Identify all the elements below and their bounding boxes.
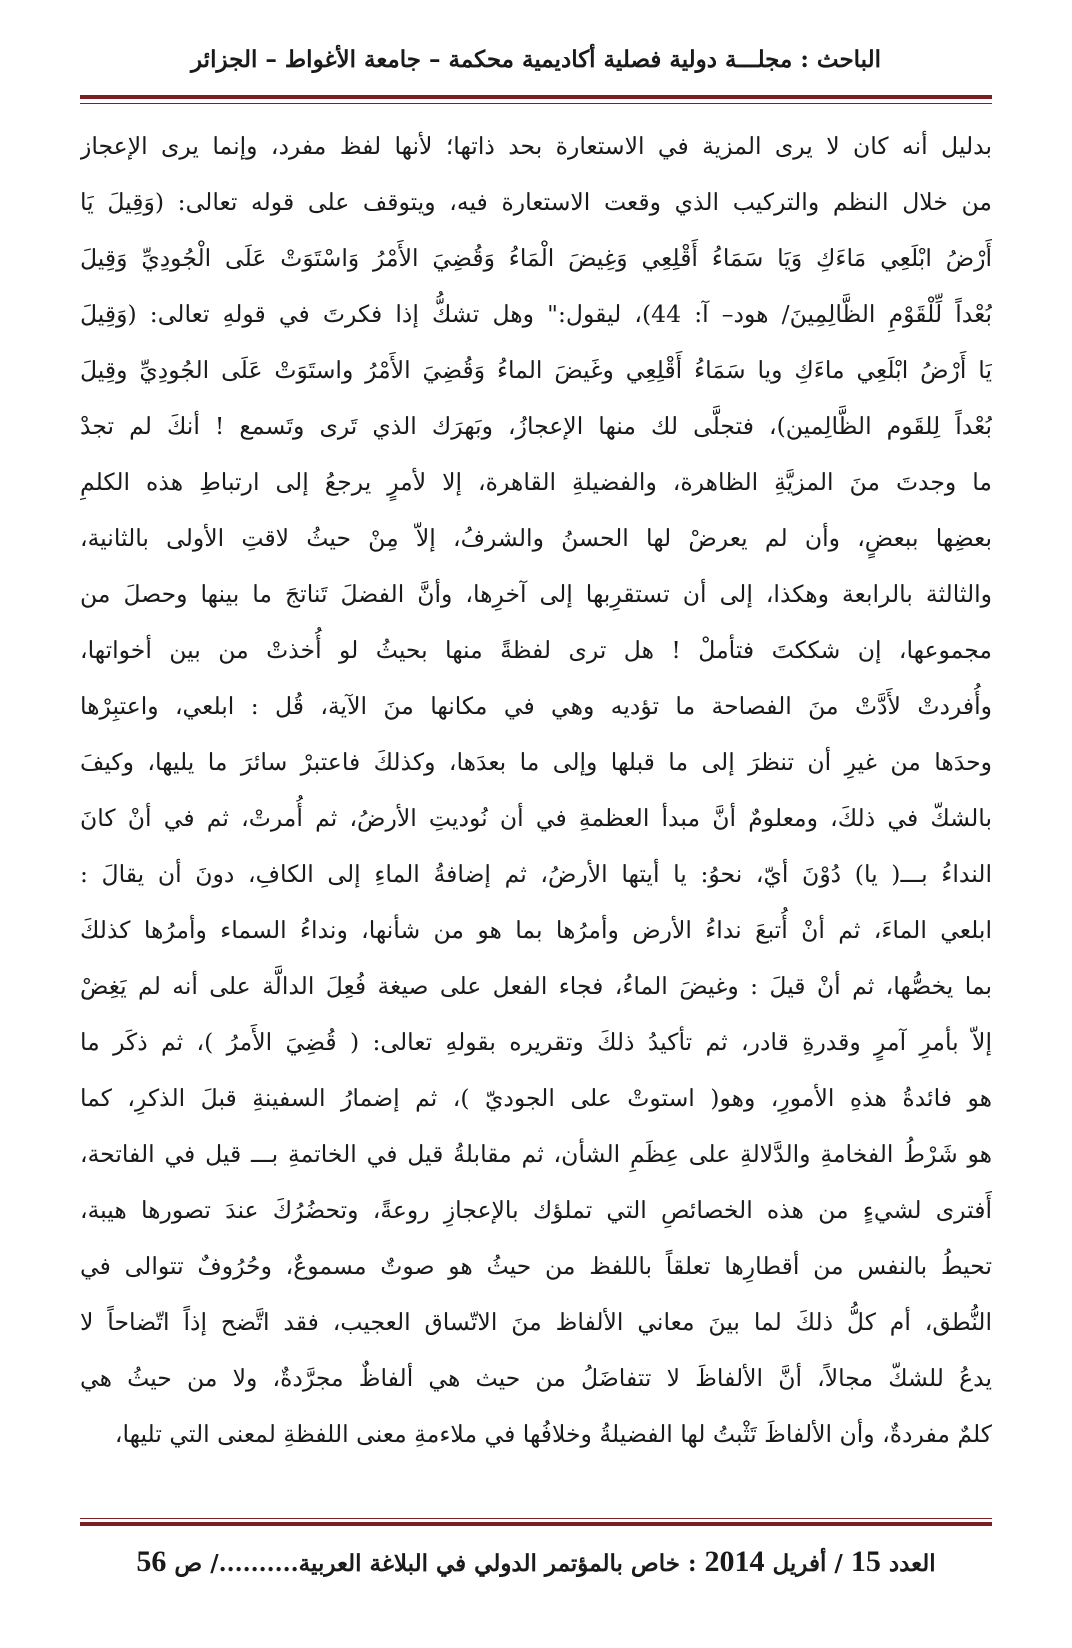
issue-description: : خاص بالمؤتمر الدولي في البلاغة العربية..........: [218, 1550, 697, 1577]
text-line: مجموعها، إن شككتَ فتأملْ ! هل ترى لفظةً منها بحيثُ لو أُخذتْ من بين أخواتها،: [80, 636, 992, 664]
text-line: إلاّ بأمرِ آمرٍ وقدرةِ قادر، ثم تأكيدُ ذلكَ وتقريره بقولهِ تعالى: ( قُضِيَ الأَمرُ )، ثم ذكَر ما: [80, 1028, 992, 1056]
text-line: وأُفردتْ لأَدَّتْ منَ الفصاحة ما تؤديه وهي في مكانها منَ الآية، قُل : ابلعي، واعتبِرْها: [80, 692, 992, 720]
text-line: أَرْضُ ابْلَعِي مَاءَكِ وَيَا سَمَاءُ أَقْلِعِي وَغِيضَ الْمَاءُ وَقُضِيَ الأَمْرُ وَاسْتَوَتْ عَلَى الْجُودِيِّ وَقِيلَ: [80, 244, 992, 272]
text-line: ما وجدتَ منَ المزيَّةِ الظاهرة، والفضيلةِ القاهرة، إلا لأمرٍ يرجعُ إلى ارتباطِ هذه الكلمِ: [80, 468, 992, 496]
header-rule-thin: [80, 103, 992, 104]
text-line: يدعُ للشكّ مجالاً، أنَّ الألفاظَ لا تتفاضَلُ من حيث هي ألفاظٌ مجرَّدةٌ، ولا من حيثُ هي: [80, 1364, 992, 1392]
body-text: [80, 118, 992, 1462]
issue-year: 2014: [704, 1545, 765, 1578]
header-rule-thick: [80, 95, 992, 99]
footer-rule-thin: [80, 1518, 992, 1519]
text-line: والثالثة بالرابعة وهكذا، إلى أن تستقرِبها إلى آخرِها، وأنَّ الفضلَ تَناتجَ ما بينها وحصلَ من: [80, 580, 992, 608]
issue-label: العدد: [888, 1550, 936, 1577]
issue-separator: /: [834, 1550, 843, 1577]
text-line: وحدَها من غيرِ أن تنظرَ إلى ما قبلها وإلى ما بعدَها، وكذلكَ فاعتبرْ سائرَ ما يليها، وكيفَ: [80, 748, 992, 776]
page-separator: /: [210, 1550, 219, 1577]
page-label: ص: [174, 1550, 203, 1577]
text-line: بعضِها ببعضٍ، وأن لم يعرضْ لها الحسنُ والشرفُ، إلاّ مِنْ حيثُ لاقتِ الأولى بالثانية،: [80, 524, 992, 552]
text-line: ابلعي الماءَ، ثم أنْ أُتبعَ نداءُ الأرض وأمرُها بما هو من شأنها، ونداءُ السماء وأمرُها كذلكَ: [80, 916, 992, 944]
text-line: النُّطق، أم كلُّ ذلكَ لما بينَ معاني الألفاظ منَ الاتّساق العجيب، فقد اتَّضح إذاً اتّضاحاً لا: [80, 1308, 992, 1336]
text-line: بما يخصُّها، ثم أنْ قيلَ : وغيضَ الماءُ، فجاء الفعل على صيغة فُعِلَ الدالَّة على أنه لم يَغِضْ: [80, 972, 992, 1000]
text-line: من خلال النظم والتركيب الذي وقعت الاستعارة فيه، ويتوقف على قوله تعالى: (وَقِيلَ يَا: [80, 188, 992, 216]
journal-header: الباحث : مجلـــة دولية فصلية أكاديمية محكمة – جامعة الأغواط – الجزائر: [190, 46, 882, 73]
text-line: بُعْداً لِّلْقَوْمِ الظَّالِمِينَ/ هود– آ: 44)، ليقول:" وهل تشكُّ إذا فكرتَ في قولهِ تعالى: (وَقِيلَ: [80, 300, 992, 328]
text-line: بالشكّ في ذلكَ، ومعلومٌ أنَّ مبدأ العظمةِ في أن نُوديتِ الأرضُ، ثم أُمرتْ، ثم في أنْ كانَ: [80, 804, 992, 832]
text-line: يَا أَرْضُ ابْلَعِي ماءَكِ ويا سَمَاءُ أَقْلِعِي وغَيضَ الماءُ وَقُضِيَ الأَمْرُ واستَوَتْ عَلَى الجُودِيِّ وقِيلَ: [80, 356, 992, 384]
footer-rule-thick: [80, 1522, 992, 1526]
text-line: تحيطُ بالنفس من أقطارِها تعلقاً باللفظ من حيثُ هو صوتٌ مسموعٌ، وحُرُوفٌ تتوالى في: [80, 1252, 992, 1280]
page-footer: [80, 1540, 992, 1586]
text-line: هو شَرْطُ الفخامةِ والدَّلالةِ على عِظَمِ الشأن، ثم مقابلةُ قيل في الخاتمةِ بـــ قيل في الفاتحة،: [80, 1140, 992, 1168]
text-line: بدليل أنه كان لا يرى المزية في الاستعارة بحد ذاتها؛ لأنها لفظ مفرد، وإنما يرى الإعجاز: [80, 132, 992, 160]
page-number: 56: [136, 1545, 167, 1578]
text-line: كلمٌ مفردةٌ، وأن الألفاظَ تَثْبتُ لها الفضيلةُ وخلافُها في ملاءمةِ معنى اللفظةِ لمعنى التي تليها،: [114, 1420, 992, 1448]
issue-month: أفريل: [772, 1550, 827, 1577]
text-line: النداءُ بـــ( يا) دُوْنَ أيّ، نحوُ: يا أيتها الأرضُ، ثم إضافةُ الماءِ إلى الكافِ، دونَ أن يقالَ :: [80, 860, 992, 888]
issue-number: 15: [850, 1545, 881, 1578]
text-line: بُعْداً لِلقَوم الظَّالِمين)، فتجلَّى لك منها الإعجازُ، وبَهرَك الذي تَرى وتَسمع ! أنكَ لم تجدْ: [80, 412, 992, 440]
text-line: هو فائدةُ هذهِ الأمورِ، وهو( استوتْ على الجوديّ )، ثم إضمارُ السفينةِ قبلَ الذكرِ، كما: [80, 1084, 992, 1112]
text-line: أَفترى لشيءٍ من هذه الخصائصِ التي تملؤك بالإعجازِ روعةً، وتحضُرُكَ عندَ تصورها هيبة،: [80, 1196, 992, 1224]
